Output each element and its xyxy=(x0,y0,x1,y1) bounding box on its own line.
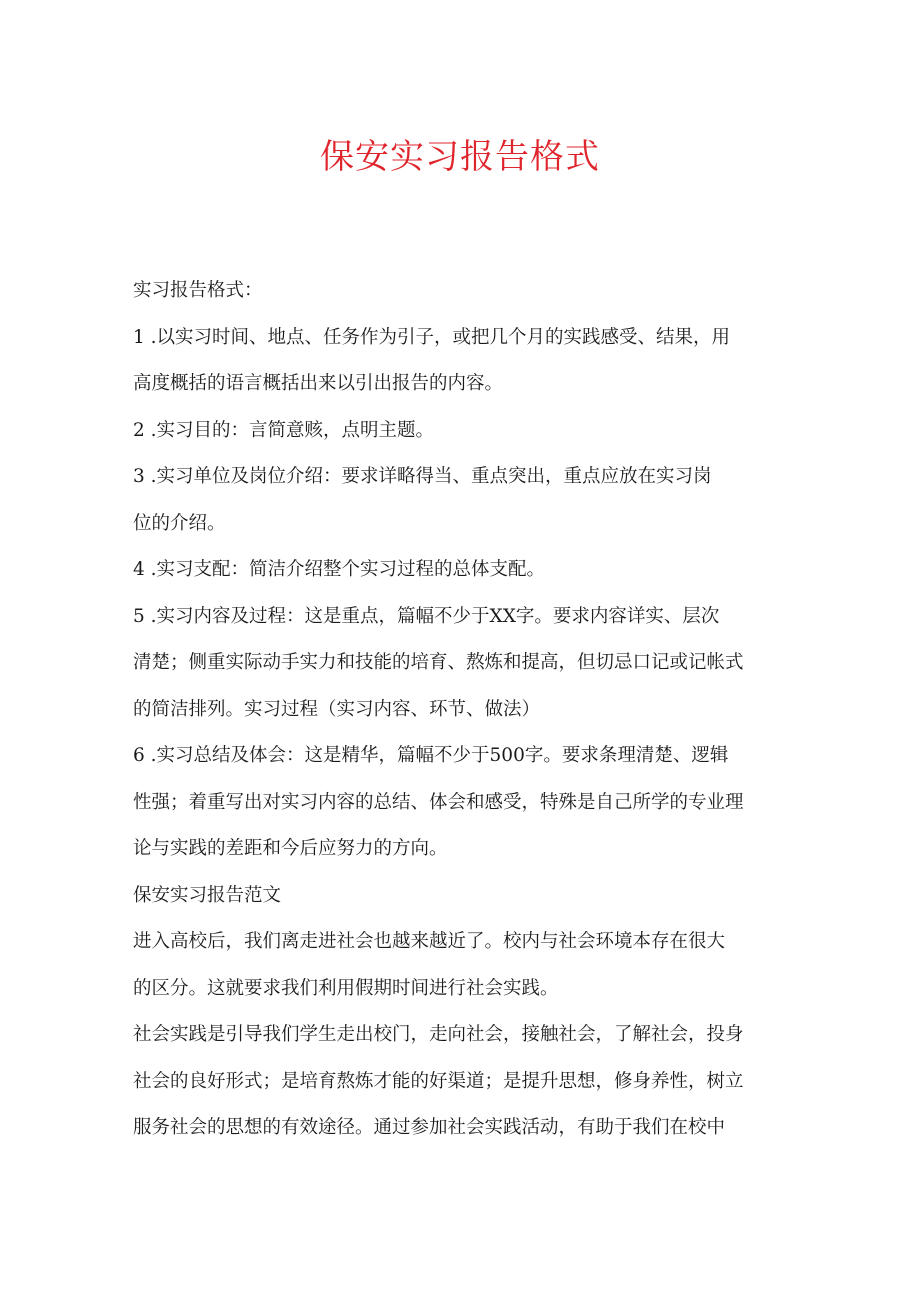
paragraph-line: 4 .实习支配：简洁介绍整个实习过程的总体支配。 xyxy=(133,559,546,580)
paragraph-line: 的简洁排列。实习过程（实习内容、环节、做法） xyxy=(133,698,541,720)
document-title: 保安实习报告格式 xyxy=(320,137,600,177)
paragraph-line: 3 .实习单位及岗位介绍：要求详略得当、重点突出，重点应放在实习岗 xyxy=(133,466,712,487)
paragraph-line: 服务社会的思想的有效途径。通过参加社会实践活动，有助于我们在校中 xyxy=(133,1117,726,1138)
section-heading: 保安实习报告范文 xyxy=(133,884,282,906)
document-body xyxy=(133,268,793,1152)
paragraph-line: 社会实践是引导我们学生走出校门，走向社会，接触社会，了解社会，投身 xyxy=(133,1024,744,1045)
paragraph-line: 位的介绍。 xyxy=(133,512,226,534)
paragraph-line: 6 .实习总结及体会：这是精华，篇幅不少于500字。要求条理清楚、逻辑 xyxy=(133,745,729,766)
paragraph-line: 2 .实习目的：言简意赅，点明主题。 xyxy=(133,419,435,441)
paragraph-line: 1 .以实习时间、地点、任务作为引子，或把几个月的实践感受、结果，用 xyxy=(133,326,731,348)
paragraph-line: 的区分。这就要求我们利用假期时间进行社会实践。 xyxy=(133,977,559,999)
paragraph-line: 清楚；侧重实际动手实力和技能的培育、熬炼和提高，但切忌口记或记帐式 xyxy=(133,652,744,673)
paragraph-line: 性强；着重写出对实习内容的总结、体会和感受，特殊是自己所学的专业理 xyxy=(133,791,744,813)
paragraph-line: 高度概括的语言概括出来以引出报告的内容。 xyxy=(133,373,504,394)
paragraph-line: 论与实践的差距和今后应努力的方向。 xyxy=(133,838,448,859)
paragraph-line: 社会的良好形式；是培育熬炼才能的好渠道；是提升思想，修身养性，树立 xyxy=(133,1070,744,1092)
paragraph-line: 5 .实习内容及过程：这是重点，篇幅不少于XX字。要求内容详实、层次 xyxy=(133,605,720,627)
paragraph-line: 进入高校后，我们离走进社会也越来越近了。校内与社会环境本存在很大 xyxy=(133,931,726,952)
paragraph-line: 实习报告格式： xyxy=(133,280,263,301)
